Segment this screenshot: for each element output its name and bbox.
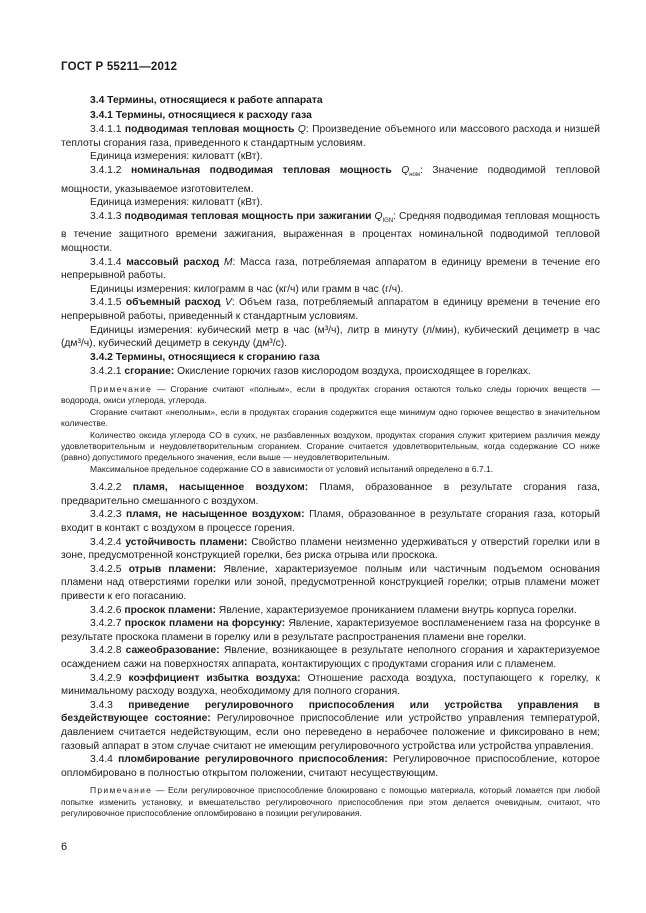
term-3-4-1-4-unit: Единицы измерения: килограмм в час (кг/ч) или грамм в час (г/ч).	[90, 283, 404, 295]
term-3-4-2-8: 3.4.2.8 сажеобразование: Явление, возникающее в результате неполного сгорания и характеризуемое осаждением сажи на поверхностях аппарата, контактирующих с продуктами сгорания или с пламенем.	[61, 645, 600, 670]
document-body	[61, 94, 600, 826]
term-3-4-1-4: 3.4.1.4 массовый расход M: Масса газа, потребляемая аппаратом в единицу времени в течение его непрерывной работы.	[61, 256, 600, 282]
section-3-4-heading: 3.4 Термины, относящиеся к работе аппарата	[90, 95, 323, 106]
term-3-4-3: 3.4.3 приведение регулировочного приспособления или устройства управления в бездействующее состояние: Регулировочное приспособление или устройство управления температурой, давлением считается недействующим, если оно переведено в нерабочее положение и фиксировано в нем; газовый аппарат в этом случае считают не имеющим регулировочного устройства или устройства управления.	[61, 699, 600, 752]
term-3-4-2-9: 3.4.2.9 коэффициент избытка воздуха: Отношение расхода воздуха, поступающего к горелку, к минимальному расходу воздуха, необходимому для полного сгорания.	[61, 672, 600, 698]
note-combustion-p1: Примечание — Сгорание считают «полным», если в продуктах сгорания остаются только следы горючих веществ — водорода, окиси углерода, углерода.	[61, 383, 600, 406]
section-3-4-1-heading: 3.4.1 Термины, относящиеся к расходу газа	[90, 109, 312, 121]
term-3-4-1-2-unit: Единица измерения: киловатт (кВт).	[90, 197, 263, 209]
note-label: Примечание	[90, 785, 153, 796]
section-3-4-2-heading: 3.4.2 Термины, относящиеся к сгоранию газа	[90, 351, 320, 363]
term-3-4-4: 3.4.4 пломбирование регулировочного приспособления: Регулировочное приспособление, которое опломбировано в полностью открытом положении, считают несуществующим.	[61, 754, 600, 779]
term-3-4-1-5: 3.4.1.5 объемный расход V: Объем газа, потребляемый аппаратом в единицу времени в течение его непрерывной работы, приведенный к стандартным условиям.	[61, 297, 600, 322]
note-sealing-text: Примечание — Если регулировочное приспособление блокировано с помощью материала, который ломается при любой попытке изменить установку, и вмешательство регулировочного приспособления при этом делается очевидным, считают, что регулировочное приспособление опломбировано в позиции регулирования.	[61, 785, 600, 819]
term-3-4-2-4: 3.4.2.4 устойчивость пламени: Свойство пламени неизменно удерживаться у отверстий горелки или в зоне, предусмотренной конструкцией горелки, без риска отрыва или проскока.	[61, 536, 601, 562]
page-header-doc-id: ГОСТ Р 55211—2012	[61, 61, 178, 73]
note-sealing	[61, 785, 600, 819]
term-3-4-2-6: 3.4.2.6 проскок пламени: Явление, характеризуемое прониканием пламени внутрь корпуса горелки.	[90, 604, 577, 616]
term-3-4-2-3: 3.4.2.3 пламя, не насыщенное воздухом: Пламя, образованное в результате сгорания газа, который входит в контакт с воздухом в процессе горения.	[61, 509, 600, 534]
note-label: Примечание	[90, 383, 153, 394]
term-3-4-1-5-unit: Единицы измерения: кубический метр в час (м³/ч), литр в минуту (л/мин), кубический дециметр в час (дм³/ч), кубический дециметр в секунду (дм³/с).	[61, 324, 600, 350]
term-3-4-1-1: 3.4.1.1 подводимая тепловая мощность Q: Произведение объемного или массового расхода и низшей теплоты сгорания газа, приведенного к стандартным условиям.	[61, 124, 600, 149]
note-combustion-p3: Количество оксида углерода CO в сухих, не разбавленных воздухом, продуктах сгорания служит критерием различия между удовлетворительным и неудовлетворительным сгоранием. Сгорание считается удовлетворительным, когда содержание CO ниже (равно) допустимого предельного значения, если выше — неудовлетворительным.	[61, 429, 600, 463]
term-3-4-2-2: 3.4.2.2 пламя, насыщенное воздухом: Пламя, образованное в результате сгорания газа, предварительно смешанного с воздухом.	[61, 482, 600, 507]
term-3-4-2-7: 3.4.2.7 проскок пламени на форсунку: Явление, характеризуемое воспламенением газа на форсунке в результате проскока пламени в горелку или в результате распространения пламени вне горелки.	[61, 618, 600, 643]
term-3-4-1-3: 3.4.1.3 подводимая тепловая мощность при зажигании $Q_{IGN}$: Средняя подводимая тепловая мощность в течение защитного времени зажигания, выраженная в процентах номинальной подводимой тепловой мощности.	[61, 210, 600, 255]
note-combustion	[61, 384, 600, 475]
term-3-4-1-2: 3.4.1.2 номинальная подводимая тепловая мощность $Q_{ном}$: Значение подводимой тепловой мощности, указываемое изготовителем.	[61, 164, 601, 195]
term-3-4-2-1: 3.4.2.1 сгорание: Окисление горючих газов кислородом воздуха, происходящее в горелках.	[90, 366, 531, 378]
term-3-4-1-1-unit: Единица измерения: киловатт (кВт).	[90, 151, 263, 163]
note-combustion-p2: Сгорание считают «неполным», если в продуктах сгорания содержится еще минимум одно горючее вещество в значительном количестве.	[61, 406, 600, 429]
note-combustion-p4: Максимальное предельное содержание CO в зависимости от условий испытаний определено в 6.7.1.	[90, 463, 494, 474]
page-number: 6	[61, 841, 68, 853]
term-3-4-2-5: 3.4.2.5 отрыв пламени: Явление, характеризуемое полным или частичным подъемом основания пламени над отверстиями горелки или зоной, предусмотренной конструкцией горелки; отрыв пламени может привести к его погасанию.	[61, 563, 600, 602]
